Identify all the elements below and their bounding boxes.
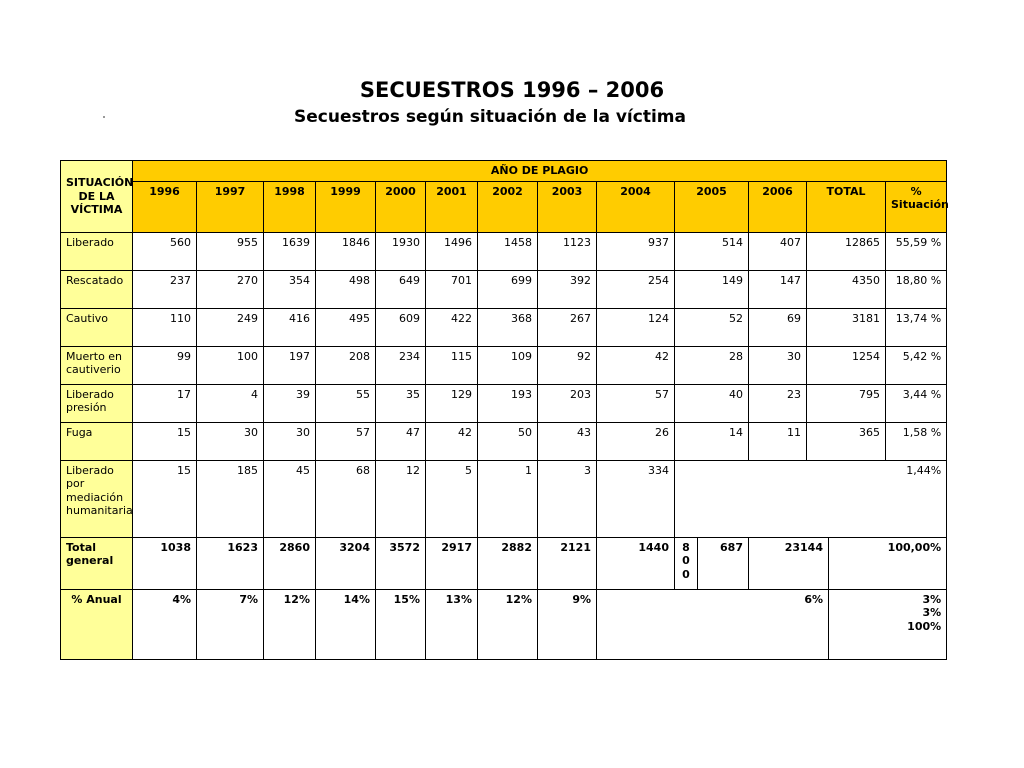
table-cell: 270 (197, 270, 264, 308)
table-cell: 1,58 % (886, 422, 947, 460)
col-header: 2001 (426, 181, 478, 232)
table-cell: 1930 (376, 232, 426, 270)
row-label: Rescatado (61, 270, 133, 308)
table-cell: 392 (538, 270, 597, 308)
col-header: 1996 (133, 181, 197, 232)
table-cell: 955 (197, 232, 264, 270)
table-cell: 267 (538, 308, 597, 346)
table-row (61, 270, 947, 308)
table-cell: 28 (675, 346, 749, 384)
table-cell: 30 (264, 422, 316, 460)
table-cell: 13% (426, 589, 478, 659)
table-cell: 1496 (426, 232, 478, 270)
table-cell: 197 (264, 346, 316, 384)
table-cell: 1440 (597, 537, 675, 589)
table-cell (829, 589, 947, 659)
table-cell: 14% (316, 589, 376, 659)
col-header: 2003 (538, 181, 597, 232)
table-cell: 15 (133, 460, 197, 537)
kidnapping-table (60, 160, 947, 660)
row-label: % Anual (61, 589, 133, 659)
group-header: AÑO DE PLAGIO (133, 161, 947, 182)
table-cell: 203 (538, 384, 597, 422)
table-row (61, 232, 947, 270)
table-cell: 1038 (133, 537, 197, 589)
row-label: Muerto en cautiverio (61, 346, 133, 384)
stray-dot (103, 116, 105, 118)
table-cell: 3572 (376, 537, 426, 589)
table-cell: 1458 (478, 232, 538, 270)
table-cell: 1123 (538, 232, 597, 270)
col-header: 2004 (597, 181, 675, 232)
table-cell: 12% (264, 589, 316, 659)
row-label: Liberado por mediación humanitaria (61, 460, 133, 537)
row-label: Total general (61, 537, 133, 589)
table-cell-2005 (675, 537, 698, 589)
data-rows (61, 232, 947, 460)
table-cell: 4 (197, 384, 264, 422)
pct-line: 3% (922, 606, 942, 619)
table-cell: 42 (597, 346, 675, 384)
table-cell: 42 (426, 422, 478, 460)
row-label: Liberado (61, 232, 133, 270)
table-cell: 17 (133, 384, 197, 422)
table-cell: 795 (807, 384, 886, 422)
table-cell: 1623 (197, 537, 264, 589)
table-row (61, 422, 947, 460)
col-header: TOTAL (807, 181, 886, 232)
table-cell: 57 (597, 384, 675, 422)
table-cell: 368 (478, 308, 538, 346)
table-cell: 68 (316, 460, 376, 537)
row-label: Fuga (61, 422, 133, 460)
table-cell: 354 (264, 270, 316, 308)
table-cell: 129 (426, 384, 478, 422)
table-cell: 1254 (807, 346, 886, 384)
table-cell: 110 (133, 308, 197, 346)
table-cell: 30 (749, 346, 807, 384)
col-header: 2005 (675, 181, 749, 232)
table-cell: 100 (197, 346, 264, 384)
table-cell: 2860 (264, 537, 316, 589)
table-cell: 99 (133, 346, 197, 384)
table-cell: 649 (376, 270, 426, 308)
table-cell: 609 (376, 308, 426, 346)
table-cell: 495 (316, 308, 376, 346)
table-cell: 5 (426, 460, 478, 537)
row-label: Cautivo (61, 308, 133, 346)
corner-header: SITUACIÓN DE LA VÍCTIMA (61, 161, 133, 233)
table-cell: 237 (133, 270, 197, 308)
table-cell: 3181 (807, 308, 886, 346)
table-cell: 12% (478, 589, 538, 659)
table-cell: 11 (749, 422, 807, 460)
table-cell: 1846 (316, 232, 376, 270)
table-cell: 15% (376, 589, 426, 659)
table-cell: 185 (197, 460, 264, 537)
table-cell: 40 (675, 384, 749, 422)
table-cell: 7% (197, 589, 264, 659)
table-cell: 52 (675, 308, 749, 346)
table-cell: 422 (426, 308, 478, 346)
merged-cell: 1,44% (675, 460, 947, 537)
table-cell: 334 (597, 460, 675, 537)
table-cell: 416 (264, 308, 316, 346)
table-cell: 514 (675, 232, 749, 270)
col-header: 2006 (749, 181, 807, 232)
table-cell: 3 (538, 460, 597, 537)
col-header: 1998 (264, 181, 316, 232)
table-cell: 55,59 % (886, 232, 947, 270)
table-cell: 15 (133, 422, 197, 460)
table-cell: 254 (597, 270, 675, 308)
table-cell: 699 (478, 270, 538, 308)
table-cell: 701 (426, 270, 478, 308)
table-cell: 14 (675, 422, 749, 460)
table-cell: 23 (749, 384, 807, 422)
table-cell: 937 (597, 232, 675, 270)
stacked-digit: 0 (682, 567, 690, 581)
table-cell: 43 (538, 422, 597, 460)
table-cell: 92 (538, 346, 597, 384)
table-cell: 208 (316, 346, 376, 384)
col-header: 1999 (316, 181, 376, 232)
stacked-digit: 8 (682, 540, 690, 554)
table-cell: 3,44 % (886, 384, 947, 422)
table-cell: 4350 (807, 270, 886, 308)
page-title: SECUESTROS 1996 – 2006 (359, 78, 665, 102)
table-cell: 9% (538, 589, 597, 659)
table-cell: 2121 (538, 537, 597, 589)
table-row (61, 346, 947, 384)
table-cell: 498 (316, 270, 376, 308)
table-cell: 407 (749, 232, 807, 270)
table-cell: 147 (749, 270, 807, 308)
table-cell: 687 (698, 537, 749, 589)
table-cell: 35 (376, 384, 426, 422)
table-cell: 3204 (316, 537, 376, 589)
table-cell: 2882 (478, 537, 538, 589)
table-cell: 560 (133, 232, 197, 270)
table-row (61, 308, 947, 346)
value-2005-stacked (677, 541, 695, 582)
table-cell: 234 (376, 346, 426, 384)
merged-cell: 6% (597, 589, 829, 659)
table-cell: 124 (597, 308, 675, 346)
table-row (61, 384, 947, 422)
row-label: Liberado presión (61, 384, 133, 422)
table-cell: 2917 (426, 537, 478, 589)
pct-line: 100% (907, 619, 942, 633)
table-cell: 69 (749, 308, 807, 346)
pct-line: 3% (922, 592, 942, 606)
table-cell: 30 (197, 422, 264, 460)
col-header: % Situación (886, 181, 947, 232)
table-cell: 4% (133, 589, 197, 659)
table-cell: 47 (376, 422, 426, 460)
table-cell: 50 (478, 422, 538, 460)
table-cell: 193 (478, 384, 538, 422)
table-cell: 365 (807, 422, 886, 460)
table-cell: 109 (478, 346, 538, 384)
col-header: 2000 (376, 181, 426, 232)
table-cell: 18,80 % (886, 270, 947, 308)
table-cell: 57 (316, 422, 376, 460)
table-cell: 12 (376, 460, 426, 537)
table-cell: 149 (675, 270, 749, 308)
table-cell: 1639 (264, 232, 316, 270)
table-cell: 12865 (807, 232, 886, 270)
table-cell: 100,00% (829, 537, 947, 589)
table-cell: 249 (197, 308, 264, 346)
table-cell: 115 (426, 346, 478, 384)
table-cell: 13,74 % (886, 308, 947, 346)
table-cell: 45 (264, 460, 316, 537)
table-cell: 26 (597, 422, 675, 460)
table-cell: 55 (316, 384, 376, 422)
table-cell: 1 (478, 460, 538, 537)
col-header: 2002 (478, 181, 538, 232)
page-subtitle: Secuestros según situación de la víctima (294, 107, 686, 127)
table-cell: 39 (264, 384, 316, 422)
table-cell: 5,42 % (886, 346, 947, 384)
table-cell: 23144 (749, 537, 829, 589)
stacked-digit: 0 (682, 554, 690, 567)
col-header: 1997 (197, 181, 264, 232)
